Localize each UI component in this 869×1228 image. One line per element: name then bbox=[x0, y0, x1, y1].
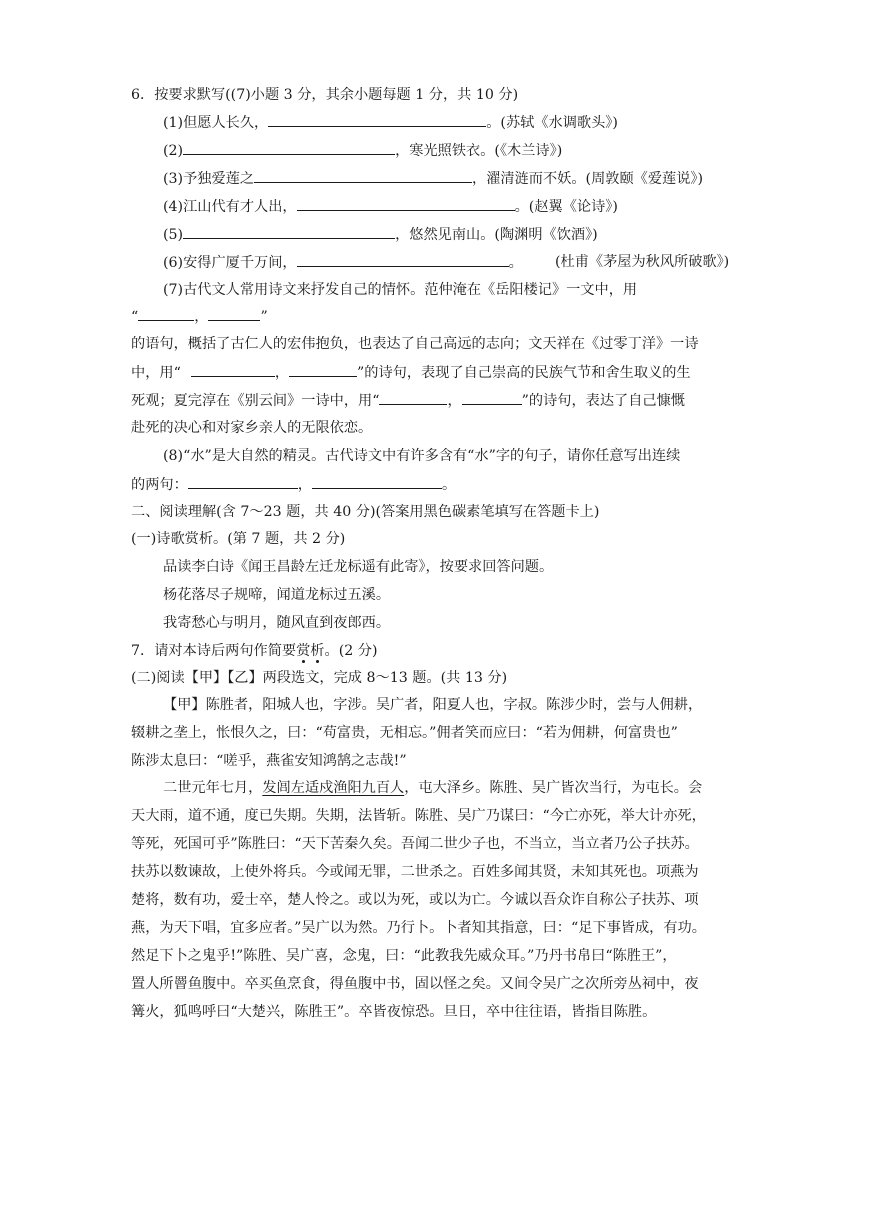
q6-item-1-source: 。(苏轼《水调歌头》) bbox=[486, 115, 618, 131]
answer-blank[interactable] bbox=[138, 306, 194, 321]
comma: ， bbox=[447, 393, 462, 409]
passage-line: 陈涉太息曰：“嗟乎，燕雀安知鸿鹄之志哉!” bbox=[131, 753, 407, 769]
q6-item-6 bbox=[163, 252, 523, 273]
text: 二世元年七月， bbox=[163, 780, 263, 796]
q6-item-7-line-4 bbox=[131, 362, 691, 383]
emphasis-char: 析 bbox=[310, 643, 325, 659]
q6-item-2 bbox=[163, 140, 562, 161]
open-quote: “ bbox=[131, 309, 139, 325]
q6-item-4-source: 。(赵翼《论诗》) bbox=[514, 199, 618, 215]
answer-blank[interactable] bbox=[188, 474, 298, 489]
answer-blank[interactable] bbox=[297, 252, 509, 267]
passage-line bbox=[163, 778, 702, 798]
poem-line-2: 我寄愁心与明月，随风直到夜郎西。 bbox=[163, 615, 391, 631]
q6-item-3-source: ，濯清涟而不妖。(周敦颐《爱莲说》) bbox=[472, 171, 704, 187]
poem-intro: 品读李白诗《闻王昌龄左迁龙标遥有此寄》，按要求回答问题。 bbox=[163, 559, 554, 575]
comma: ， bbox=[274, 365, 290, 381]
answer-blank[interactable] bbox=[208, 306, 260, 321]
q6-item-5-prompt: (5) bbox=[163, 227, 184, 243]
text: 中，用“ bbox=[131, 365, 181, 381]
section-2-header: 二、阅读理解(含 7～23 题，共 40 分)(答案用黑色碳素笔填写在答题卡上) bbox=[131, 504, 600, 520]
q6-item-3-prompt: (3)予独爱莲之 bbox=[163, 171, 255, 187]
answer-blank[interactable] bbox=[183, 140, 395, 155]
q6-item-7-line-1: (7)古代文人常用诗文来抒发自己的情怀。范仲淹在《岳阳楼记》一文中，用 bbox=[163, 282, 638, 298]
q6-item-1 bbox=[163, 112, 618, 133]
q6-item-6-prompt: (6)安得广厦千万间， bbox=[163, 255, 297, 271]
text: 。(2 分) bbox=[324, 643, 378, 659]
q6-item-7-line-6: 赴死的决心和对家乡亲人的无限依恋。 bbox=[131, 420, 373, 436]
q6-item-4-prompt: (4)江山代有才人出， bbox=[163, 199, 297, 215]
q6-item-5-source: ，悠然见南山。(陶渊明《饮酒》) bbox=[395, 227, 598, 243]
subsection-classical-reading: (二)阅读【甲】【乙】两段选文，完成 8～13 题。(共 13 分) bbox=[131, 670, 508, 686]
emphasis-char: 赏 bbox=[296, 643, 311, 659]
passage-line: 【甲】陈胜者，阳城人也，字涉。吴广者，阳夏人也，字叔。陈涉少时，尝与人佣耕， bbox=[163, 697, 703, 713]
answer-blank[interactable] bbox=[297, 196, 515, 211]
passage-line: 楚将，数有功，爱士卒，楚人怜之。或以为死，或以为亡。今诚以吾众诈自称公子扶苏、项 bbox=[131, 892, 699, 908]
passage-line: 扶苏以数谏故，上使外将兵。今或闻无罪，二世杀之。百姓多闻其贤，未知其死也。项燕为 bbox=[131, 864, 699, 880]
q6-item-2-prompt: (2) bbox=[163, 143, 184, 159]
q6-header: 6．按要求默写((7)小题 3 分，其余小题每题 1 分，共 10 分) bbox=[131, 87, 519, 103]
answer-blank[interactable] bbox=[462, 390, 522, 405]
text: ”的诗句，表达了自己慷慨 bbox=[521, 393, 685, 409]
text: ，屯大泽乡。陈胜、吴广皆次当行，为屯长。会 bbox=[404, 780, 703, 796]
passage-line: 天大雨，道不通，度已失期。失期，法皆斩。陈胜、吴广乃谋曰：“今亡亦死，举大计亦死， bbox=[131, 808, 706, 824]
answer-blank[interactable] bbox=[379, 390, 447, 405]
text: 7．请对本诗后两句作简要 bbox=[131, 643, 297, 659]
answer-blank[interactable] bbox=[312, 474, 442, 489]
q7-prompt bbox=[131, 641, 377, 661]
text: 的两句： bbox=[131, 477, 188, 493]
q6-item-6-source: (杜甫《茅屋为秋风所破歌》) bbox=[555, 254, 730, 270]
q6-item-2-source: ，寒光照铁衣。(《木兰诗》) bbox=[395, 143, 563, 159]
q6-item-5 bbox=[163, 224, 598, 245]
q6-item-1-prompt: (1)但愿人长久， bbox=[163, 115, 269, 131]
passage-line: 篝火，狐鸣呼曰“大楚兴，陈胜王”。卒皆夜惊恐。旦日，卒中往往语，皆指目陈胜。 bbox=[131, 1004, 657, 1020]
answer-blank[interactable] bbox=[191, 362, 275, 377]
passage-line: 燕，为天下唱，宜多应者。”吴广以为然。乃行卜。卜者知其指意，曰：“足下事皆成，有功。 bbox=[131, 920, 706, 936]
answer-blank[interactable] bbox=[268, 112, 486, 127]
passage-line: 置人所罾鱼腹中。卒买鱼烹食，得鱼腹中书，固以怪之矣。又间令吴广之次所旁丛祠中，夜 bbox=[131, 976, 699, 992]
comma: ， bbox=[297, 477, 312, 493]
passage-line: 辍耕之垄上，怅恨久之，曰：“苟富贵，无相忘。”佣者笑而应曰：“若为佣耕，何富贵也” bbox=[131, 725, 678, 741]
q6-item-4 bbox=[163, 196, 618, 217]
period: 。 bbox=[441, 477, 457, 493]
poem-line-1: 杨花落尽子规啼，闻道龙标过五溪。 bbox=[163, 587, 391, 603]
q6-item-7-line-2 bbox=[131, 306, 268, 327]
passage-line: 等死，死国可乎”陈胜曰：“天下苦秦久矣。吾闻二世少子也，不当立，当立者乃公子扶苏。 bbox=[131, 836, 699, 852]
text: ”的诗句，表现了自己崇高的民族气节和舍生取义的生 bbox=[357, 365, 691, 381]
q6-item-7-line-3: 的语句，概括了古仁人的宏伟抱负，也表达了自己高远的志向；文天祥在《过零丁洋》一诗 bbox=[131, 336, 699, 352]
text: 死观；夏完淳在《别云间》一诗中，用“ bbox=[131, 393, 380, 409]
close-quote: ” bbox=[260, 309, 268, 325]
passage-line: 然足下卜之鬼乎!”陈胜、吴广喜，念鬼，曰：“此教我先威众耳。”乃丹书帛曰“陈胜王”， bbox=[131, 948, 677, 964]
q6-item-8-line-2 bbox=[131, 474, 456, 495]
q6-item-8-line-1: (8)“水”是大自然的精灵。古代诗文中有许多含有“水”字的句子，请你任意写出连续 bbox=[163, 448, 681, 464]
subsection-poetry: (一)诗歌赏析。(第 7 题，共 2 分) bbox=[131, 531, 346, 547]
comma: ， bbox=[194, 309, 209, 325]
answer-blank[interactable] bbox=[289, 362, 357, 377]
underlined-phrase: 发闾左适戍渔阳九百人 bbox=[262, 780, 405, 796]
answer-blank[interactable] bbox=[183, 224, 395, 239]
answer-blank[interactable] bbox=[254, 168, 472, 183]
q6-item-6-period: 。 bbox=[508, 255, 523, 271]
q6-item-3 bbox=[163, 168, 703, 189]
q6-item-7-line-5 bbox=[131, 390, 685, 411]
